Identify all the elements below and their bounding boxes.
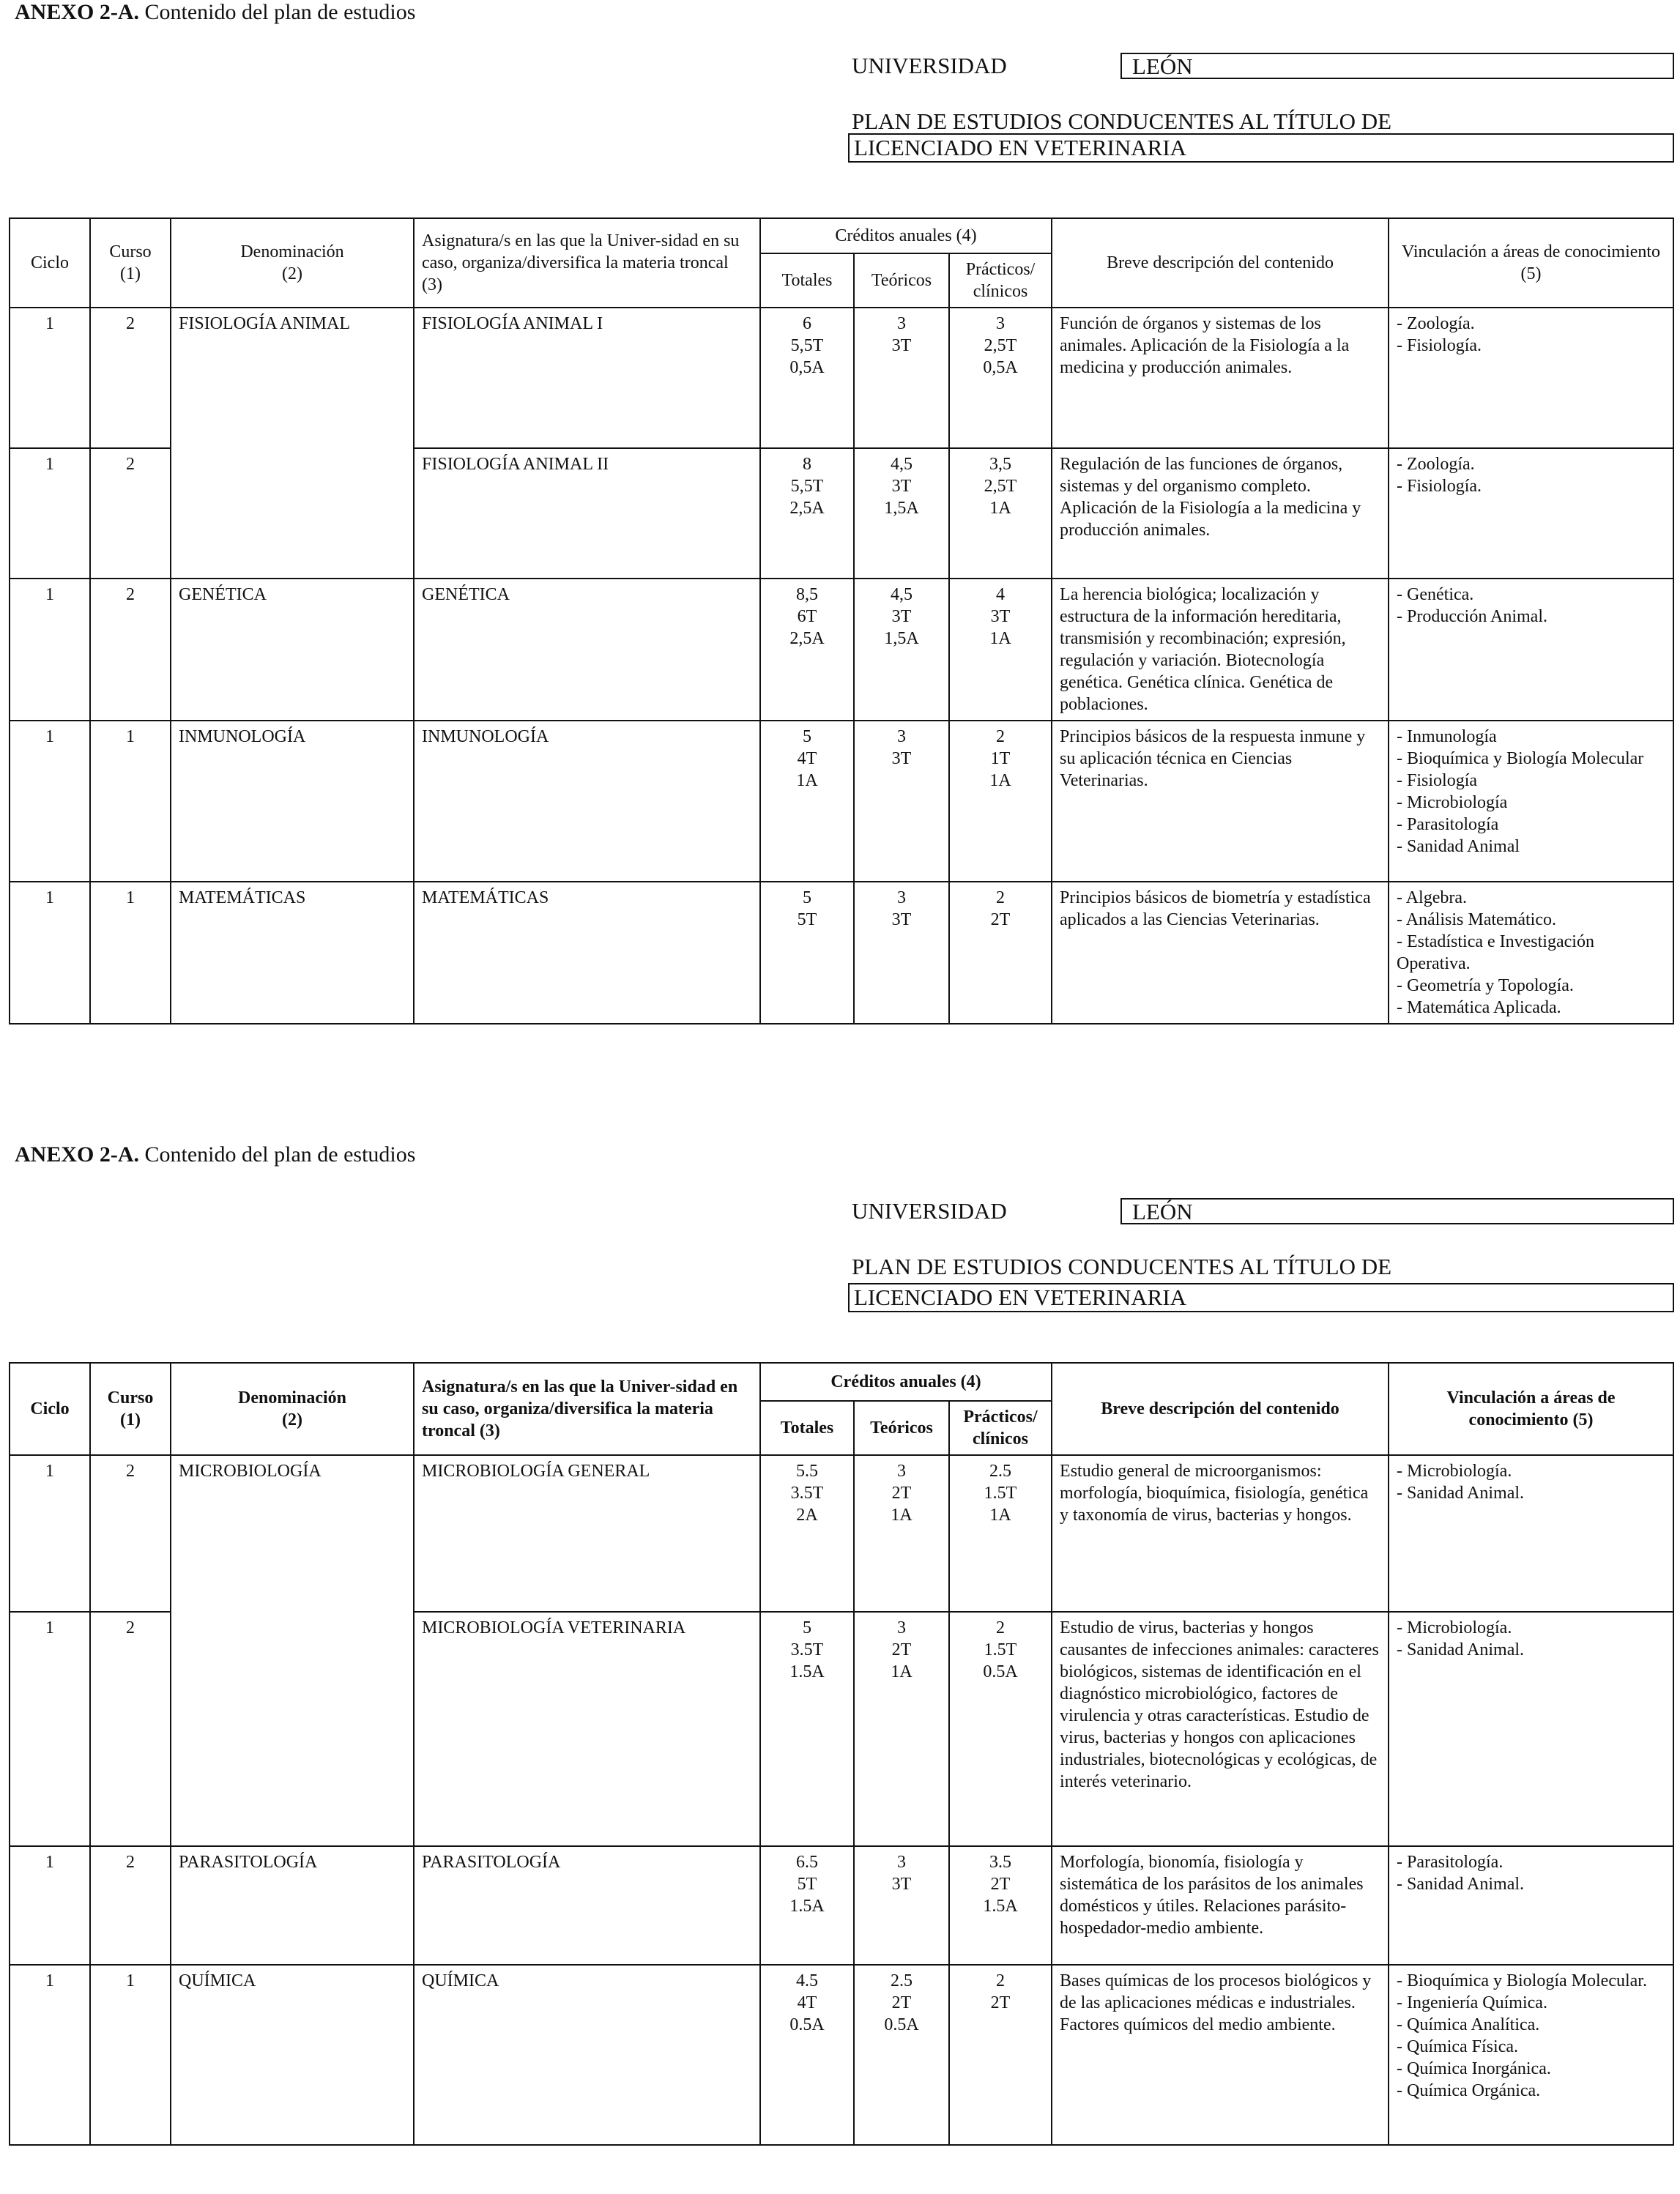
area-item: - Estadística e Investigación Operativa. [1397, 932, 1594, 973]
table-row [10, 882, 1673, 1024]
header-curso [90, 1363, 171, 1455]
denominacion-cell: INMUNOLOGÍA [171, 721, 414, 882]
practicos-cell [949, 579, 1052, 721]
practicos-cell [949, 1965, 1052, 2145]
area-item: - Bioquímica y Biología Molecular. [1397, 1971, 1647, 1990]
denominacion-cell: MATEMÁTICAS [171, 882, 414, 1024]
header-asignatura: Asignatura/s en las que la Univer-sidad en su caso, organiza/diversifica la materia troncal (3) [414, 1363, 760, 1455]
credit-value: 3.5T [790, 1640, 824, 1659]
teoricos-cell [854, 579, 949, 721]
curso-cell: 2 [90, 1846, 171, 1965]
area-item: - Bioquímica y Biología Molecular [1397, 749, 1644, 768]
credit-value: 3 [897, 1618, 906, 1637]
area-item: - Microbiología [1397, 793, 1508, 812]
table-row [10, 579, 1673, 721]
credit-value: 5 [803, 1618, 811, 1637]
credit-value: 1A [989, 771, 1011, 790]
header-creditos: Créditos anuales (4) [760, 1363, 1052, 1401]
area-item: - Fisiología [1397, 771, 1478, 790]
credit-value: 1A [989, 629, 1011, 648]
credit-value: 2T [990, 1993, 1011, 2012]
asignatura-cell: MICROBIOLOGÍA VETERINARIA [414, 1612, 760, 1846]
credit-value: 3T [891, 749, 912, 768]
credit-value: 1A [891, 1506, 913, 1525]
descripcion-cell: Principios básicos de biometría y estadística aplicados a las Ciencias Veterinarias. [1052, 882, 1389, 1024]
credit-value: 0.5A [983, 1662, 1018, 1681]
header-curso [90, 218, 171, 308]
asignatura-cell: INMUNOLOGÍA [414, 721, 760, 882]
ciclo-cell: 1 [10, 448, 90, 579]
plan-table [9, 1362, 1674, 2146]
credit-value: 2,5A [789, 499, 825, 518]
totales-cell [760, 579, 854, 721]
teoricos-cell [854, 1846, 949, 1965]
practicos-cell [949, 1612, 1052, 1846]
credit-value: 1A [891, 1662, 913, 1681]
credit-value: 6.5 [796, 1853, 818, 1872]
curso-cell: 2 [90, 579, 171, 721]
credit-value: 0.5A [884, 2015, 919, 2034]
universidad-label: UNIVERSIDAD [852, 53, 1007, 78]
totales-cell [760, 721, 854, 882]
ciclo-cell: 1 [10, 1846, 90, 1965]
area-item: - Sanidad Animal. [1397, 1640, 1525, 1659]
teoricos-cell [854, 721, 949, 882]
header-curso-note: (1) [120, 264, 141, 283]
credit-value: 5,5T [790, 477, 824, 496]
header-totales: Totales [760, 253, 854, 308]
credit-value: 3 [996, 314, 1006, 333]
ciclo-cell: 1 [10, 1612, 90, 1846]
area-item: - Inmunología [1397, 727, 1497, 746]
titulo-box: LICENCIADO EN VETERINARIA [848, 133, 1674, 163]
header-totales: Totales [760, 1401, 854, 1455]
universidad-value: LEÓN [1120, 53, 1674, 79]
credit-value: 5 [803, 727, 811, 746]
area-item: - Geometría y Topología. [1397, 976, 1574, 995]
practicos-cell [949, 882, 1052, 1024]
credit-value: 3T [891, 336, 912, 355]
totales-cell [760, 882, 854, 1024]
asignatura-cell: MATEMÁTICAS [414, 882, 760, 1024]
areas-cell [1389, 308, 1673, 448]
credit-value: 3T [891, 477, 912, 496]
credit-value: 4 [996, 585, 1006, 604]
credit-value: 3 [897, 1462, 906, 1481]
header-ciclo: Ciclo [10, 1363, 90, 1455]
credit-value: 2T [891, 1993, 912, 2012]
header-asignatura: Asignatura/s en las que la Univer-sidad en su caso, organiza/diversifica la materia troncal (3) [414, 218, 760, 308]
ciclo-cell: 1 [10, 882, 90, 1024]
credit-value: 2T [891, 1484, 912, 1503]
credit-value: 2T [990, 1875, 1011, 1894]
credit-value: 1,5A [884, 499, 919, 518]
credit-value: 3 [897, 1853, 906, 1872]
totales-cell [760, 308, 854, 448]
header-denominacion-note: (2) [282, 1410, 302, 1429]
denominacion-cell: GENÉTICA [171, 579, 414, 721]
header-denominacion-label: Denominación [237, 1388, 346, 1407]
totales-cell [760, 1455, 854, 1612]
areas-cell [1389, 882, 1673, 1024]
annex-title-bold: ANEXO 2-A. [15, 1142, 139, 1167]
credit-value: 3T [891, 607, 912, 626]
credit-value: 5T [797, 910, 817, 929]
credit-value: 8 [803, 455, 811, 474]
areas-cell [1389, 1846, 1673, 1965]
area-item: - Genética. [1397, 585, 1474, 604]
annex-title [15, 0, 415, 25]
asignatura-cell: PARASITOLOGÍA [414, 1846, 760, 1965]
credit-value: 5.5 [796, 1462, 818, 1481]
curso-cell: 1 [90, 882, 171, 1024]
teoricos-cell [854, 1455, 949, 1612]
totales-cell [760, 1965, 854, 2145]
practicos-cell [949, 448, 1052, 579]
descripcion-cell: Estudio de virus, bacterias y hongos causantes de infecciones animales: caracteres biológicos, sistemas de identificación en el diagnóstico microbiológico, factores de virulencia y otras características. Estudio de virus, bacterias y hongos con aplicaciones industriales, biotecnológicas y ecológicas, de interés veterinario. [1052, 1612, 1389, 1846]
header-denominacion-note: (2) [282, 264, 302, 283]
credit-value: 4.5 [796, 1971, 818, 1990]
asignatura-cell: GENÉTICA [414, 579, 760, 721]
header-vinculacion: Vinculación a áreas de conocimiento (5) [1389, 218, 1673, 308]
credit-value: 6T [797, 607, 817, 626]
credit-value: 4T [797, 749, 817, 768]
credit-value: 2 [996, 727, 1006, 746]
credit-value: 1.5A [789, 1897, 825, 1916]
area-item: - Química Orgánica. [1397, 2081, 1541, 2100]
table-row [10, 721, 1673, 882]
header-practicos: Prácticos/ clínicos [949, 1401, 1052, 1455]
area-item: - Parasitología. [1397, 1853, 1504, 1872]
area-item: - Química Física. [1397, 2037, 1518, 2056]
areas-cell [1389, 1455, 1673, 1612]
denominacion-cell: PARASITOLOGÍA [171, 1846, 414, 1965]
curso-cell: 1 [90, 1965, 171, 2145]
credit-value: 5T [797, 1875, 817, 1894]
practicos-cell [949, 1846, 1052, 1965]
teoricos-cell [854, 1965, 949, 2145]
practicos-cell [949, 1455, 1052, 1612]
credit-value: 5 [803, 888, 811, 907]
ciclo-cell: 1 [10, 1455, 90, 1612]
header-curso-label: Curso [107, 1388, 154, 1407]
area-item: - Microbiología. [1397, 1462, 1512, 1481]
header-denominacion-label: Denominación [240, 242, 344, 261]
area-item: - Zoología. [1397, 314, 1475, 333]
credit-value: 3T [891, 1875, 912, 1894]
universidad-label: UNIVERSIDAD [852, 1198, 1007, 1224]
credit-value: 1.5T [984, 1640, 1017, 1659]
credit-value: 2T [990, 910, 1011, 929]
area-item: - Matemática Aplicada. [1397, 998, 1561, 1017]
curso-cell: 1 [90, 721, 171, 882]
credit-value: 3 [897, 314, 906, 333]
table-row [10, 1965, 1673, 2145]
credit-value: 2.5 [891, 1971, 913, 1990]
annex-title-rest: Contenido del plan de estudios [144, 1142, 416, 1167]
plan-line: PLAN DE ESTUDIOS CONDUCENTES AL TÍTULO DE [852, 108, 1392, 134]
header-creditos: Créditos anuales (4) [760, 218, 1052, 253]
header-curso-label: Curso [109, 242, 152, 261]
credit-value: 3.5T [790, 1484, 824, 1503]
table-row [10, 1455, 1673, 1612]
credit-value: 3 [897, 727, 906, 746]
credit-value: 2,5T [984, 336, 1017, 355]
credit-value: 3T [891, 910, 912, 929]
header-denominacion [171, 1363, 414, 1455]
credit-value: 3,5 [989, 455, 1012, 474]
area-item: - Química Inorgánica. [1397, 2059, 1551, 2078]
annex-title [15, 1142, 415, 1167]
ciclo-cell: 1 [10, 579, 90, 721]
descripcion-cell: Función de órganos y sistemas de los animales. Aplicación de la Fisiología a la medicina y producción animales. [1052, 308, 1389, 448]
universidad-value: LEÓN [1120, 1198, 1674, 1224]
area-item: - Sanidad Animal [1397, 837, 1520, 856]
areas-cell [1389, 579, 1673, 721]
areas-cell [1389, 1965, 1673, 2145]
area-item: - Zoología. [1397, 455, 1475, 474]
areas-cell [1389, 448, 1673, 579]
credit-value: 1.5A [983, 1897, 1018, 1916]
header-descripcion: Breve descripción del contenido [1052, 218, 1389, 308]
header-curso-note: (1) [120, 1410, 141, 1429]
plan-line: PLAN DE ESTUDIOS CONDUCENTES AL TÍTULO DE [852, 1254, 1392, 1279]
teoricos-cell [854, 308, 949, 448]
credit-value: 2 [996, 1618, 1006, 1637]
asignatura-cell: FISIOLOGÍA ANIMAL II [414, 448, 760, 579]
descripcion-cell: Morfología, bionomía, fisiología y sistemática de los parásitos de los animales domésticos y útiles. Relaciones parásito-hospedador-medio ambiente. [1052, 1846, 1389, 1965]
credit-value: 4T [797, 1993, 817, 2012]
asignatura-cell: MICROBIOLOGÍA GENERAL [414, 1455, 760, 1612]
denominacion-cell: MICROBIOLOGÍA [171, 1455, 414, 1846]
header-ciclo: Ciclo [10, 218, 90, 308]
header-descripcion: Breve descripción del contenido [1052, 1363, 1389, 1455]
area-item: - Fisiología. [1397, 336, 1482, 355]
header-vinculacion: Vinculación a áreas de conocimiento (5) [1389, 1363, 1673, 1455]
teoricos-cell [854, 1612, 949, 1846]
denominacion-cell: QUÍMICA [171, 1965, 414, 2145]
curso-cell: 2 [90, 308, 171, 448]
credit-value: 6 [803, 314, 811, 333]
credit-value: 2,5A [789, 629, 825, 648]
credit-value: 1.5A [789, 1662, 825, 1681]
credit-value: 4,5 [891, 585, 913, 604]
table-row [10, 1846, 1673, 1965]
area-item: - Sanidad Animal. [1397, 1484, 1525, 1503]
credit-value: 1.5T [984, 1484, 1017, 1503]
credit-value: 2A [796, 1506, 818, 1525]
credit-value: 2,5T [984, 477, 1017, 496]
credit-value: 3 [897, 888, 906, 907]
ciclo-cell: 1 [10, 1965, 90, 2145]
credit-value: 0,5A [983, 358, 1018, 377]
header-practicos: Prácticos/ clínicos [949, 253, 1052, 308]
credit-value: 3T [990, 607, 1011, 626]
credit-value: 4,5 [891, 455, 913, 474]
areas-cell [1389, 721, 1673, 882]
totales-cell [760, 1846, 854, 1965]
teoricos-cell [854, 448, 949, 579]
ciclo-cell: 1 [10, 721, 90, 882]
teoricos-cell [854, 882, 949, 1024]
credit-value: 2 [996, 888, 1006, 907]
credit-value: 2 [996, 1971, 1006, 1990]
curso-cell: 2 [90, 1612, 171, 1846]
area-item: - Producción Animal. [1397, 607, 1547, 626]
descripcion-cell: Bases químicas de los procesos biológicos y de las aplicaciones médicas e industriales. Factores químicos del medio ambiente. [1052, 1965, 1389, 2145]
area-item: - Algebra. [1397, 888, 1467, 907]
credit-value: 0.5A [789, 2015, 825, 2034]
descripcion-cell: La herencia biológica; localización y estructura de la información hereditaria, transmisión y recombinación; expresión, regulación y variación. Biotecnología genética. Genética clínica. Genética de poblaciones. [1052, 579, 1389, 721]
descripcion-cell: Estudio general de microorganismos: morfología, bioquímica, fisiología, genética y taxonomía de virus, bacterias y hongos. [1052, 1455, 1389, 1612]
annex-title-bold: ANEXO 2-A. [15, 0, 139, 24]
asignatura-cell: FISIOLOGÍA ANIMAL I [414, 308, 760, 448]
totales-cell [760, 1612, 854, 1846]
credit-value: 1T [990, 749, 1011, 768]
credit-value: 2T [891, 1640, 912, 1659]
credit-value: 1A [989, 499, 1011, 518]
header-teoricos: Teóricos [854, 1401, 949, 1455]
practicos-cell [949, 308, 1052, 448]
credit-value: 5,5T [790, 336, 824, 355]
curso-cell: 2 [90, 1455, 171, 1612]
practicos-cell [949, 721, 1052, 882]
area-item: - Sanidad Animal. [1397, 1875, 1525, 1894]
area-item: - Ingeniería Química. [1397, 1993, 1547, 2012]
area-item: - Fisiología. [1397, 477, 1482, 496]
header-teoricos: Teóricos [854, 253, 949, 308]
totales-cell [760, 448, 854, 579]
credit-value: 1,5A [884, 629, 919, 648]
descripcion-cell: Regulación de las funciones de órganos, sistemas y del organismo completo. Aplicación de la Fisiología a la medicina y producción animales. [1052, 448, 1389, 579]
credit-value: 1A [796, 771, 818, 790]
credit-value: 0,5A [789, 358, 825, 377]
curso-cell: 2 [90, 448, 171, 579]
credit-value: 8,5 [796, 585, 818, 604]
ciclo-cell: 1 [10, 308, 90, 448]
header-denominacion [171, 218, 414, 308]
area-item: - Química Analítica. [1397, 2015, 1540, 2034]
area-item: - Microbiología. [1397, 1618, 1512, 1637]
asignatura-cell: QUÍMICA [414, 1965, 760, 2145]
descripcion-cell: Principios básicos de la respuesta inmune y su aplicación técnica en Ciencias Veterinarias. [1052, 721, 1389, 882]
denominacion-cell: FISIOLOGÍA ANIMAL [171, 308, 414, 579]
titulo-box: LICENCIADO EN VETERINARIA [848, 1283, 1674, 1312]
area-item: - Análisis Matemático. [1397, 910, 1556, 929]
credit-value: 2.5 [989, 1462, 1012, 1481]
area-item: - Parasitología [1397, 815, 1499, 834]
annex-title-rest: Contenido del plan de estudios [144, 0, 416, 24]
plan-table [9, 217, 1674, 1025]
credit-value: 1A [989, 1506, 1011, 1525]
table-row [10, 308, 1673, 448]
credit-value: 3.5 [989, 1853, 1012, 1872]
areas-cell [1389, 1612, 1673, 1846]
